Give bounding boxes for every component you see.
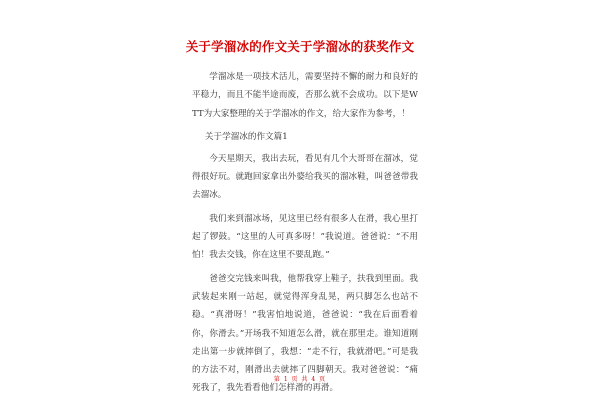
page-footer: 第 1 页 共 4 页 bbox=[273, 376, 327, 383]
body-paragraph: 爸爸交完钱来叫我，他帮我穿上鞋子，扶我到里面。我武装起来刚一站起，就觉得浑身乱晃，两只脚怎么也站不稳。“真滑呀！”我害怕地说道，爸爸说：“我在后面看着你，你滑去。”开场我不知道怎么滑，就在那里走。谁知道刚走出第一步就摔倒了，我想：“走不行，我就滑吧。”可是我的方法不对，刚滑出去就摔了四脚朝天。我对爸爸说：“痛死我了，我先看看他们怎样滑的再滑。 bbox=[192, 273, 418, 394]
body-paragraph: 今天星期天，我出去玩，看见有几个大哥哥在溜冰，觉得很好玩。就跑回家拿出外婆给我买的溜冰鞋，叫爸爸带我去溜冰。 bbox=[192, 153, 418, 201]
document-title: 关于学溜冰的作文关于学溜冰的获奖作文 bbox=[185, 39, 415, 54]
body-paragraph: 我们来到溜冰场，见这里已经有很多人在滑，我心里打起了锣鼓。“这里的人可真多呀！”我说道。爸爸说：“不用怕！我去交钱，你在这里不要乱跑。” bbox=[192, 213, 418, 261]
intro-paragraph: 学溜冰是一项技术活儿，需要坚持不懈的耐力和良好的平稳力，而且不能半途而废，否那么就不会成功。以下是WTT为大家整理的关于学溜冰的作文，给大家作为参考，！ bbox=[192, 72, 418, 119]
document-body bbox=[192, 68, 418, 403]
section-heading: 关于学溜冰的作文篇1 bbox=[204, 131, 288, 142]
